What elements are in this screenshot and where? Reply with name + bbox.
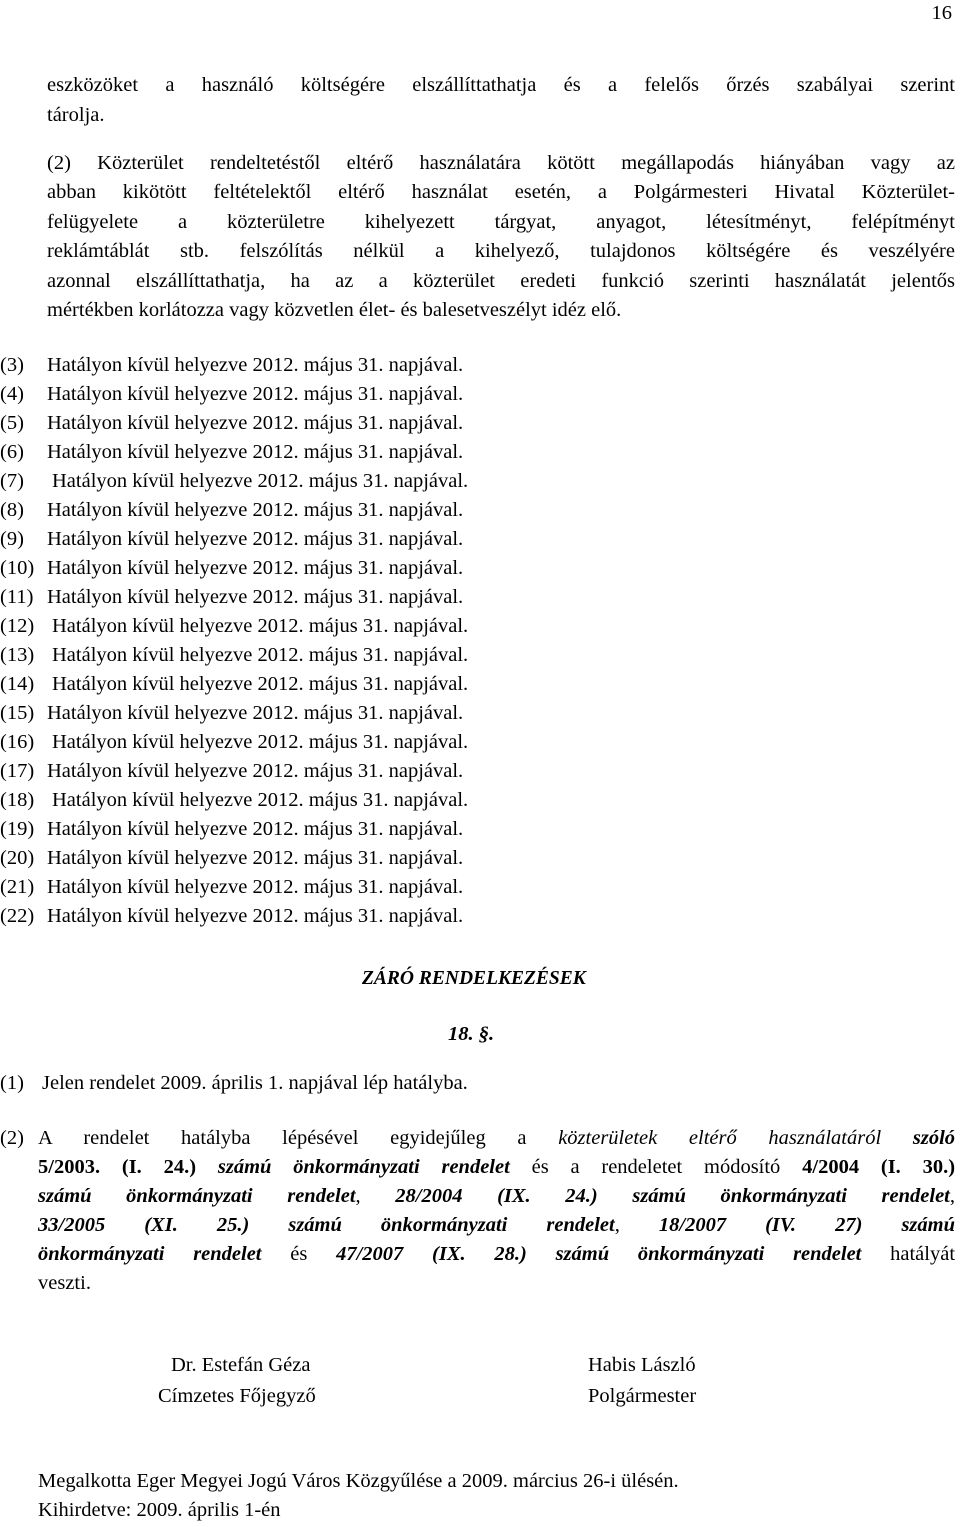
item-number: (20) (0, 847, 35, 869)
text-run: önkormányzati rendelet (38, 1243, 262, 1265)
item-number: (13) (0, 644, 35, 666)
item-number: (1) (0, 1072, 24, 1094)
text-line: azonnal elszállíttathatja, ha az a közterület eredeti funkció szerinti használatát jelentős (47, 270, 955, 292)
item-number: (10) (0, 557, 35, 579)
item-number: (5) (0, 412, 24, 434)
list-item (0, 499, 463, 522)
text-run: szóló (912, 1127, 956, 1149)
text-run: 18/2007 (IV. 27) számú (658, 1214, 955, 1236)
section-heading: ZÁRÓ RENDELKEZÉSEK (362, 968, 586, 989)
text-line (38, 1214, 955, 1237)
text-run: számú önkormányzati rendelet (38, 1185, 356, 1207)
list-item (0, 818, 463, 841)
list-item (0, 731, 468, 754)
item-text: Hatályon kívül helyezve 2012. május 31. napjával. (52, 673, 469, 695)
text-run: A rendelet hatályba lépésével egyidejűleg a (38, 1127, 527, 1149)
item-number: (22) (0, 905, 35, 927)
item-number: (7) (0, 470, 24, 492)
text-line (38, 1185, 955, 1208)
item-text: Hatályon kívül helyezve 2012. május 31. napjával. (47, 383, 464, 405)
list-item (0, 876, 463, 899)
item-text: Hatályon kívül helyezve 2012. május 31. napjával. (47, 528, 464, 550)
text-line (38, 1243, 955, 1266)
item-number: (8) (0, 499, 24, 521)
list-item (0, 673, 468, 696)
text-line: veszti. (38, 1272, 91, 1294)
item-text: Hatályon kívül helyezve 2012. május 31. napjával. (47, 354, 464, 376)
item-number: (3) (0, 354, 24, 376)
item-number: (18) (0, 789, 35, 811)
item-number: (6) (0, 441, 24, 463)
item-number: (14) (0, 673, 35, 695)
item-text: Hatályon kívül helyezve 2012. május 31. napjával. (52, 470, 469, 492)
list-item (0, 586, 463, 609)
text-run: 28/2004 (IX. 24.) számú önkormányzati rendelet (395, 1185, 950, 1207)
item-text: Hatályon kívül helyezve 2012. május 31. napjával. (47, 702, 464, 724)
final-provision-1 (0, 1072, 468, 1095)
item-number: (17) (0, 760, 35, 782)
item-text: Hatályon kívül helyezve 2012. május 31. napjával. (52, 789, 469, 811)
item-text: Jelen rendelet 2009. április 1. napjával lép hatályba. (42, 1072, 468, 1094)
text-line: eszközöket a használó költségére elszállíttathatja és a felelős őrzés szabályai szerint (47, 74, 955, 96)
item-text: Hatályon kívül helyezve 2012. május 31. napjával. (47, 905, 464, 927)
item-text: Hatályon kívül helyezve 2012. május 31. napjával. (47, 412, 464, 434)
item-text: Hatályon kívül helyezve 2012. május 31. napjával. (52, 615, 469, 637)
item-number: (19) (0, 818, 35, 840)
text-run: 4/2004 (I. 30.) (802, 1156, 956, 1178)
item-number: (2) (0, 1127, 24, 1149)
text-run: , (949, 1185, 955, 1207)
list-item (0, 905, 463, 928)
item-text: Hatályon kívül helyezve 2012. május 31. napjával. (47, 557, 464, 579)
text-line (38, 1127, 955, 1150)
item-number: (9) (0, 528, 24, 550)
signatory-title: Címzetes Főjegyző (158, 1385, 316, 1407)
text-run: , (355, 1185, 361, 1207)
footer-adopted: Megalkotta Eger Megyei Jogú Város Közgyűlése a 2009. március 26-i ülésén. (38, 1470, 679, 1492)
text-run: 5/2003. (I. 24.) (38, 1156, 197, 1178)
text-line: (2) Közterület rendeltetéstől eltérő használatára kötött megállapodás hiányában vagy az (47, 152, 955, 174)
text-run: hatályát (890, 1243, 956, 1265)
list-item (0, 383, 463, 406)
list-item (0, 760, 463, 783)
item-text: Hatályon kívül helyezve 2012. május 31. napjával. (47, 586, 464, 608)
item-number: (11) (0, 586, 34, 608)
item-text: Hatályon kívül helyezve 2012. május 31. napjával. (52, 644, 469, 666)
item-number: (16) (0, 731, 35, 753)
text-line: mértékben korlátozza vagy közvetlen élet- és balesetveszélyt idéz elő. (47, 299, 622, 321)
item-number: (21) (0, 876, 35, 898)
list-item (0, 412, 463, 435)
item-text: Hatályon kívül helyezve 2012. május 31. napjával. (47, 441, 464, 463)
list-item (0, 441, 463, 464)
list-item (0, 557, 463, 580)
list-item (0, 789, 468, 812)
text-line: tárolja. (47, 104, 105, 126)
text-run: közterületek eltérő használatáról (558, 1127, 882, 1149)
text-run: 33/2005 (XI. 25.) számú önkormányzati rendelet (38, 1214, 615, 1236)
page-number: 16 (931, 2, 952, 24)
footer-promulgated: Kihirdetve: 2009. április 1-én (38, 1499, 281, 1521)
text-run: és a rendeletet módosító (531, 1156, 781, 1178)
item-text: Hatályon kívül helyezve 2012. május 31. napjával. (47, 876, 464, 898)
signatory-name: Habis László (588, 1354, 696, 1376)
list-item (0, 847, 463, 870)
item-text: Hatályon kívül helyezve 2012. május 31. napjával. (47, 847, 464, 869)
text-line: felügyelete a közterületre kihelyezett tárgyat, anyagot, létesítményt, felépítményt (47, 211, 955, 233)
item-text: Hatályon kívül helyezve 2012. május 31. napjával. (52, 731, 469, 753)
item-text: Hatályon kívül helyezve 2012. május 31. napjával. (47, 818, 464, 840)
text-run: számú önkormányzati rendelet (217, 1156, 510, 1178)
item-text: Hatályon kívül helyezve 2012. május 31. napjával. (47, 499, 464, 521)
text-run: és (290, 1243, 308, 1265)
item-number: (12) (0, 615, 35, 637)
section-number: 18. §. (448, 1023, 495, 1045)
signatory-title: Polgármester (588, 1385, 697, 1407)
text-line (38, 1156, 955, 1179)
item-number: (15) (0, 702, 35, 724)
list-item (0, 644, 468, 667)
text-run: , (614, 1214, 620, 1236)
list-item (0, 615, 468, 638)
list-item (0, 470, 468, 493)
item-number: (4) (0, 383, 24, 405)
signatory-name: Dr. Estefán Géza (171, 1354, 311, 1376)
text-line: reklámtáblát stb. felszólítás nélkül a kihelyező, tulajdonos költségére és veszélyére (47, 240, 955, 262)
list-item (0, 354, 463, 377)
text-line: abban kikötött feltételektől eltérő használat esetén, a Polgármesteri Hivatal Közterület- (47, 181, 955, 203)
list-item (0, 702, 463, 725)
list-item (0, 528, 463, 551)
item-text: Hatályon kívül helyezve 2012. május 31. napjával. (47, 760, 464, 782)
text-run: 47/2007 (IX. 28.) számú önkormányzati rendelet (336, 1243, 862, 1265)
